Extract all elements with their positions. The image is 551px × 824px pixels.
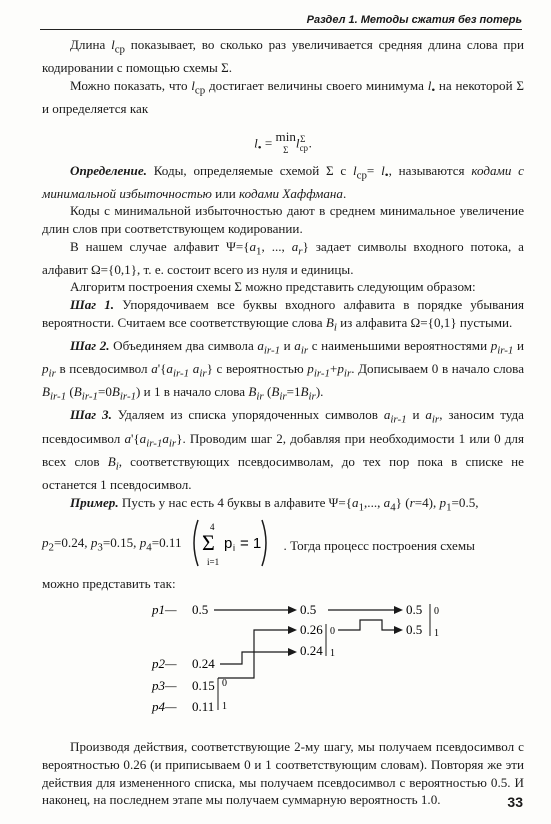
svg-text:i: i	[232, 543, 235, 554]
paragraph-algorithm-intro: Алгоритм построения схемы Σ можно представить следующим образом:	[70, 279, 476, 295]
step-2: Шаг 2. Объединяем два символа $a_{ir-1}$ и $a_{ir}$ с наименьшими вероятностями $p_{ir-1}$ и $p_{ir}$ в псевдосимвол $a'\{a_{ir-1}$ $a_{ir}$} с вероятностью $p_{ir-1}+p_{ir}$. Дописываем 0 в начало слова $B_{ir-1}$ $(B_{ir-1}=0B_{ir-1})$ и 1 в начало слова $B_{ir}$ $(B_{ir}=1B_{ir})$.	[42, 337, 525, 403]
example-paragraph: Пример. Пусть у нас есть 4 буквы в алфавите $\Psi=\{a_1$,..., $a_4$} (r=4), $p_1=0.5$,	[70, 494, 479, 514]
col1-value: 0.11	[192, 699, 215, 715]
definition-label: Определение.	[70, 162, 147, 178]
page-number: 33	[507, 794, 523, 810]
label-p3: p3—	[152, 678, 177, 694]
col1-value: 0.15	[192, 678, 215, 694]
step1-label: Шаг 1.	[70, 296, 115, 312]
example-continuation: . Тогда процесс построения схемы	[283, 537, 475, 553]
col2-value: 0.24	[300, 643, 323, 659]
label-p4: p4—	[152, 699, 177, 715]
example-label: Пример.	[70, 494, 119, 510]
svg-text:= 1: = 1	[239, 535, 261, 553]
page-body	[42, 36, 524, 809]
definition-paragraph: Определение. Коды, определяемые схемой Σ с $l_{ср}= l_•$, называются кодами с минимальной избыточностью или кодами Хаффмана.	[42, 162, 524, 201]
sum-formula	[188, 516, 272, 575]
example-line3: можно представить так:	[42, 575, 176, 591]
svg-text:Σ: Σ	[201, 530, 215, 556]
paragraph-lcp-meaning: Длина $l_{ср}$ показывает, во сколько раз увеличивается средняя длина слова при кодировании с помощью схемы Σ.	[42, 37, 524, 76]
bit-1: 1	[434, 628, 439, 640]
col3-value: 0.5	[406, 622, 423, 638]
col2-value: 0.5	[300, 602, 317, 618]
col1-value: 0.5	[192, 602, 209, 618]
svg-text:4: 4	[209, 522, 215, 533]
svg-text:p: p	[223, 535, 232, 553]
huffman-diagram-svg	[42, 598, 524, 728]
bit-0: 0	[222, 678, 227, 690]
bit-0: 0	[434, 606, 439, 618]
bit-0: 0	[330, 626, 335, 638]
col2-value: 0.26	[300, 622, 323, 638]
label-p1: p1—	[152, 602, 177, 618]
running-header: Раздел 1. Методы сжатия без потерь	[40, 14, 522, 30]
example-probabilities: $p_2=0.24$, $p_3=0.15$, $p_4=0.11$	[42, 535, 182, 554]
col1-value: 0.24	[192, 656, 215, 672]
step2-label: Шаг 2.	[70, 337, 110, 353]
step-3: Шаг 3. Удаляем из списка упорядоченных символов $a_{ir-1}$ и $a_{ir}$, заносим туда псевдосимвол $a'\{a_{ir-1}a_{ir}\}$. Проводим шаг 2, добавляя при необходимости 1 или 0 для всех слов $B_i$, соответствующих псевдосимволам, до тех пор пока в списке не останется 1 псевдосимвол.	[42, 407, 524, 492]
bit-1: 1	[222, 701, 227, 713]
step3-label: Шаг 3.	[70, 407, 112, 423]
svg-text:i=1: i=1	[206, 557, 219, 568]
paragraph-alphabet: В нашем случае алфавит $\Psi=\{a_1$, ..., $a_r$} задает символы входного потока, а алфавит Ω={0,1}, т. е. состоит всего из нуля и единицы.	[42, 238, 524, 277]
col3-value: 0.5	[406, 602, 423, 618]
bit-1: 1	[330, 648, 335, 660]
step-1: Шаг 1. Упорядочиваем все буквы входного алфавита в порядке убывания вероятности. Считаем все соответствующие слова $B_i$ из алфавита Ω={0,1} пустыми.	[42, 296, 525, 334]
min-formula: $l_• = \min$ $\Sigma l_{ср}^\Sigma$ .	[254, 129, 312, 156]
paragraph-min-redundancy: Коды с минимальной избыточностью дают в среднем минимальное увеличение длин слов при соответствующем кодировании.	[42, 203, 524, 236]
label-p2: p2—	[152, 656, 177, 672]
paragraph-minimum: Можно показать, что $l_{ср}$ достигает величины своего минимума $l_•$ на некоторой Σ и определяется как	[42, 77, 524, 116]
example-equation-row	[42, 517, 524, 575]
huffman-diagram	[42, 598, 524, 728]
paragraph-conclusion: Производя действия, соответствующие 2-му шагу, мы получаем псевдосимвол с вероятностью 0.26 (и приписываем 0 и 1 соответствующим словам). Повторяя же эти действия для измененного списка, мы получаем псевдосимвол с вероятностью 0.5. И наконец, на последнем этапе мы получаем суммарную вероятность 1.0.	[42, 739, 524, 808]
